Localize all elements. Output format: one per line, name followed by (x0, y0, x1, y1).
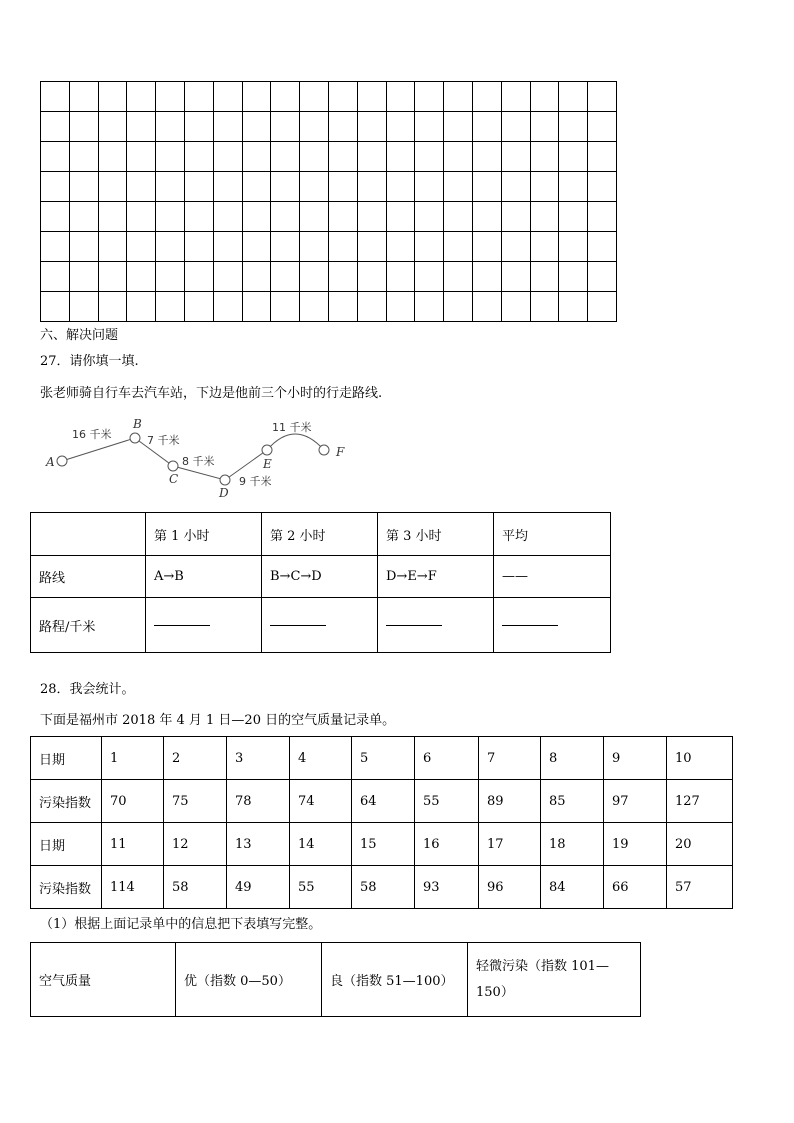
grid-cell (98, 232, 127, 262)
route-table (30, 512, 611, 653)
grid-cell (501, 82, 530, 112)
grid-cell (98, 292, 127, 322)
pollution-cell: 97 (604, 780, 667, 823)
grid-cell (98, 172, 127, 202)
pollution-cell: 58 (352, 866, 415, 909)
grid-cell (300, 172, 329, 202)
route-hour1: A→B (146, 556, 262, 598)
empty-grid (40, 81, 617, 322)
route-average: —— (494, 556, 611, 598)
distance-average-blank[interactable] (494, 598, 611, 653)
grid-cell (444, 202, 473, 232)
grid-cell (127, 142, 156, 172)
route-header-hour3: 第 3 小时 (378, 513, 494, 556)
grid-cell (588, 142, 617, 172)
grid-cell (213, 262, 242, 292)
grid-cell (127, 172, 156, 202)
q28-title: 28．我会统计。 (40, 682, 135, 697)
grid-cell (444, 172, 473, 202)
grid-cell (213, 112, 242, 142)
grid-cell (415, 202, 444, 232)
grid-cell (184, 202, 213, 232)
grid-cell (444, 142, 473, 172)
grid-cell (472, 82, 501, 112)
grid-cell (530, 112, 559, 142)
grid-cell (69, 262, 98, 292)
grid-cell (271, 292, 300, 322)
pollution-cell: 6 (415, 737, 479, 780)
grid-cell (386, 142, 415, 172)
grid-cell (559, 82, 588, 112)
grid-cell (472, 112, 501, 142)
route-hour3: D→E→F (378, 556, 494, 598)
grid-cell (98, 202, 127, 232)
q28-sub1: （1）根据上面记录单中的信息把下表填写完整。 (40, 917, 322, 932)
grid-cell (472, 292, 501, 322)
grid-cell (213, 232, 242, 262)
grid-cell (501, 172, 530, 202)
pollution-cell: 13 (227, 823, 290, 866)
grid-cell (300, 202, 329, 232)
grid-cell (156, 292, 185, 322)
grid-cell (184, 82, 213, 112)
grid-cell (444, 112, 473, 142)
route-header-empty (31, 513, 146, 556)
grid-cell (271, 262, 300, 292)
pollution-cell: 49 (227, 866, 290, 909)
segment-bc: 7 千米 (147, 434, 180, 447)
pollution-cell: 15 (352, 823, 415, 866)
grid-cell (300, 262, 329, 292)
grid-cell (69, 172, 98, 202)
label-b: B (133, 417, 142, 431)
grid-cell (472, 262, 501, 292)
grid-cell (415, 112, 444, 142)
grid-cell (357, 262, 386, 292)
grid-cell (213, 202, 242, 232)
point-e (262, 445, 272, 455)
label-d: D (219, 486, 229, 500)
grid-cell (213, 172, 242, 202)
pollution-cell: 2 (164, 737, 227, 780)
grid-cell (98, 82, 127, 112)
pollution-cell: 96 (479, 866, 541, 909)
grid-cell (357, 142, 386, 172)
grid-cell (213, 292, 242, 322)
point-c (168, 461, 178, 471)
grid-cell (472, 202, 501, 232)
grid-cell (242, 292, 271, 322)
grid-cell (559, 112, 588, 142)
grid-cell (559, 202, 588, 232)
pollution-cell: 75 (164, 780, 227, 823)
grid-cell (271, 232, 300, 262)
label-c: C (169, 472, 179, 486)
grid-cell (530, 232, 559, 262)
pollution-row-label: 日期 (31, 823, 102, 866)
grid-cell (472, 142, 501, 172)
route-header-hour2: 第 2 小时 (262, 513, 378, 556)
grid-cell (501, 202, 530, 232)
pollution-row-label: 日期 (31, 737, 102, 780)
q28-text: 下面是福州市 2018 年 4 月 1 日—20 日的空气质量记录单。 (40, 713, 396, 728)
pollution-cell: 12 (164, 823, 227, 866)
grid-cell (127, 292, 156, 322)
grid-cell (184, 142, 213, 172)
pollution-cell: 7 (479, 737, 541, 780)
grid-cell (501, 292, 530, 322)
grid-cell (444, 232, 473, 262)
grid-cell (588, 292, 617, 322)
grid-cell (588, 82, 617, 112)
pollution-cell: 16 (415, 823, 479, 866)
grid-cell (444, 262, 473, 292)
pollution-cell: 10 (667, 737, 733, 780)
grid-cell (530, 82, 559, 112)
grid-cell (386, 172, 415, 202)
grid-cell (300, 82, 329, 112)
segment-de: 9 千米 (239, 475, 272, 488)
pollution-cell: 58 (164, 866, 227, 909)
pollution-cell: 114 (102, 866, 164, 909)
grid-cell (184, 292, 213, 322)
pollution-cell: 1 (102, 737, 164, 780)
grid-cell (242, 262, 271, 292)
grid-cell (156, 112, 185, 142)
grid-cell (328, 82, 357, 112)
grid-cell (271, 82, 300, 112)
route-hour2: B→C→D (262, 556, 378, 598)
grid-cell (559, 232, 588, 262)
grid-cell (127, 232, 156, 262)
grid-cell (530, 292, 559, 322)
pollution-cell: 18 (541, 823, 604, 866)
grid-cell (271, 112, 300, 142)
grid-cell (588, 202, 617, 232)
grid-cell (41, 292, 70, 322)
pollution-cell: 3 (227, 737, 290, 780)
grid-cell (386, 262, 415, 292)
label-f: F (336, 445, 345, 459)
grid-cell (300, 112, 329, 142)
pollution-cell: 55 (415, 780, 479, 823)
grid-cell (156, 82, 185, 112)
pollution-cell: 5 (352, 737, 415, 780)
grid-cell (242, 232, 271, 262)
grid-cell (69, 202, 98, 232)
grid-cell (328, 262, 357, 292)
grid-cell (41, 142, 70, 172)
grid-cell (415, 232, 444, 262)
grid-cell (415, 172, 444, 202)
grid-cell (271, 202, 300, 232)
grid-cell (386, 292, 415, 322)
grid-cell (41, 172, 70, 202)
distance-hour2-blank[interactable] (262, 598, 378, 653)
pollution-cell: 55 (290, 866, 352, 909)
grid-cell (501, 232, 530, 262)
grid-cell (472, 232, 501, 262)
grid-cell (559, 292, 588, 322)
grid-cell (184, 232, 213, 262)
grid-cell (588, 112, 617, 142)
grid-cell (242, 142, 271, 172)
grid-cell (242, 202, 271, 232)
grid-cell (213, 142, 242, 172)
grid-cell (127, 82, 156, 112)
grid-cell (357, 202, 386, 232)
pollution-cell: 74 (290, 780, 352, 823)
grid-cell (472, 172, 501, 202)
grid-cell (184, 112, 213, 142)
pollution-cell: 66 (604, 866, 667, 909)
grid-cell (98, 262, 127, 292)
grid-cell (357, 82, 386, 112)
segment-ab: 16 千米 (72, 428, 112, 441)
pollution-cell: 78 (227, 780, 290, 823)
pollution-row-label: 污染指数 (31, 780, 102, 823)
point-b (130, 433, 140, 443)
distance-hour1-blank[interactable] (146, 598, 262, 653)
segment-ef: 11 千米 (272, 421, 312, 434)
pollution-cell: 4 (290, 737, 352, 780)
pollution-cell: 64 (352, 780, 415, 823)
pollution-cell: 93 (415, 866, 479, 909)
grid-cell (328, 172, 357, 202)
grid-cell (156, 232, 185, 262)
pollution-cell: 11 (102, 823, 164, 866)
grid-cell (69, 292, 98, 322)
grid-cell (501, 262, 530, 292)
grid-cell (271, 142, 300, 172)
pollution-cell: 14 (290, 823, 352, 866)
pollution-cell: 20 (667, 823, 733, 866)
grid-cell (444, 82, 473, 112)
grid-cell (559, 262, 588, 292)
grid-cell (386, 82, 415, 112)
grid-cell (588, 232, 617, 262)
pollution-cell: 17 (479, 823, 541, 866)
grid-cell (271, 172, 300, 202)
grid-cell (300, 142, 329, 172)
pollution-cell: 84 (541, 866, 604, 909)
quality-label: 空气质量 (31, 943, 176, 1017)
grid-cell (69, 232, 98, 262)
grid-cell (386, 112, 415, 142)
grid-cell (156, 142, 185, 172)
route-row-label: 路线 (31, 556, 146, 598)
grid-cell (415, 262, 444, 292)
grid-cell (127, 112, 156, 142)
grid-cell (184, 262, 213, 292)
grid-cell (41, 202, 70, 232)
grid-cell (69, 142, 98, 172)
grid-cell (69, 112, 98, 142)
grid-cell (357, 112, 386, 142)
grid-cell (357, 232, 386, 262)
section-title: 六、解决问题 (40, 328, 119, 343)
grid-cell (242, 112, 271, 142)
grid-cell (98, 112, 127, 142)
grid-cell (530, 142, 559, 172)
q27-text: 张老师骑自行车去汽车站，下边是他前三个小时的行走路线. (40, 386, 383, 401)
route-diagram (40, 416, 360, 502)
grid-cell (530, 262, 559, 292)
grid-cell (41, 112, 70, 142)
grid-cell (588, 172, 617, 202)
grid-cell (328, 232, 357, 262)
point-f (319, 445, 329, 455)
grid-cell (588, 262, 617, 292)
distance-row-label: 路程/千米 (31, 598, 146, 653)
grid-cell (415, 82, 444, 112)
grid-cell (357, 172, 386, 202)
quality-table (30, 942, 641, 1017)
quality-light-pollution: 轻微污染（指数 101—150） (468, 943, 641, 1017)
point-a (57, 456, 67, 466)
grid-cell (559, 172, 588, 202)
pollution-cell: 127 (667, 780, 733, 823)
grid-cell (127, 262, 156, 292)
label-a: A (46, 455, 55, 469)
grid-cell (530, 202, 559, 232)
grid-cell (328, 202, 357, 232)
grid-cell (501, 112, 530, 142)
grid-cell (300, 292, 329, 322)
grid-cell (386, 232, 415, 262)
grid-cell (328, 142, 357, 172)
grid-cell (530, 172, 559, 202)
grid-cell (444, 292, 473, 322)
grid-cell (156, 262, 185, 292)
grid-cell (415, 142, 444, 172)
pollution-cell: 9 (604, 737, 667, 780)
pollution-row-label: 污染指数 (31, 866, 102, 909)
pollution-cell: 8 (541, 737, 604, 780)
grid-cell (415, 292, 444, 322)
q27-title: 27．请你填一填. (40, 354, 139, 369)
distance-hour3-blank[interactable] (378, 598, 494, 653)
grid-cell (127, 202, 156, 232)
label-e: E (263, 457, 272, 471)
pollution-cell: 57 (667, 866, 733, 909)
quality-excellent: 优（指数 0—50） (176, 943, 322, 1017)
pollution-cell: 70 (102, 780, 164, 823)
grid-cell (156, 172, 185, 202)
route-header-hour1: 第 1 小时 (146, 513, 262, 556)
grid-cell (156, 202, 185, 232)
grid-cell (184, 172, 213, 202)
pollution-table (30, 736, 733, 909)
pollution-cell: 19 (604, 823, 667, 866)
grid-cell (559, 142, 588, 172)
grid-cell (41, 82, 70, 112)
route-header-average: 平均 (494, 513, 611, 556)
grid-cell (242, 172, 271, 202)
grid-cell (41, 232, 70, 262)
pollution-cell: 85 (541, 780, 604, 823)
grid-cell (69, 82, 98, 112)
grid-cell (300, 232, 329, 262)
quality-good: 良（指数 51—100） (322, 943, 468, 1017)
grid-cell (242, 82, 271, 112)
grid-cell (501, 142, 530, 172)
pollution-cell: 89 (479, 780, 541, 823)
grid-cell (386, 202, 415, 232)
grid-cell (213, 82, 242, 112)
grid-cell (41, 262, 70, 292)
grid-cell (98, 142, 127, 172)
grid-cell (328, 112, 357, 142)
grid-cell (328, 292, 357, 322)
grid-cell (357, 292, 386, 322)
point-d (220, 475, 230, 485)
segment-cd: 8 千米 (182, 455, 215, 468)
